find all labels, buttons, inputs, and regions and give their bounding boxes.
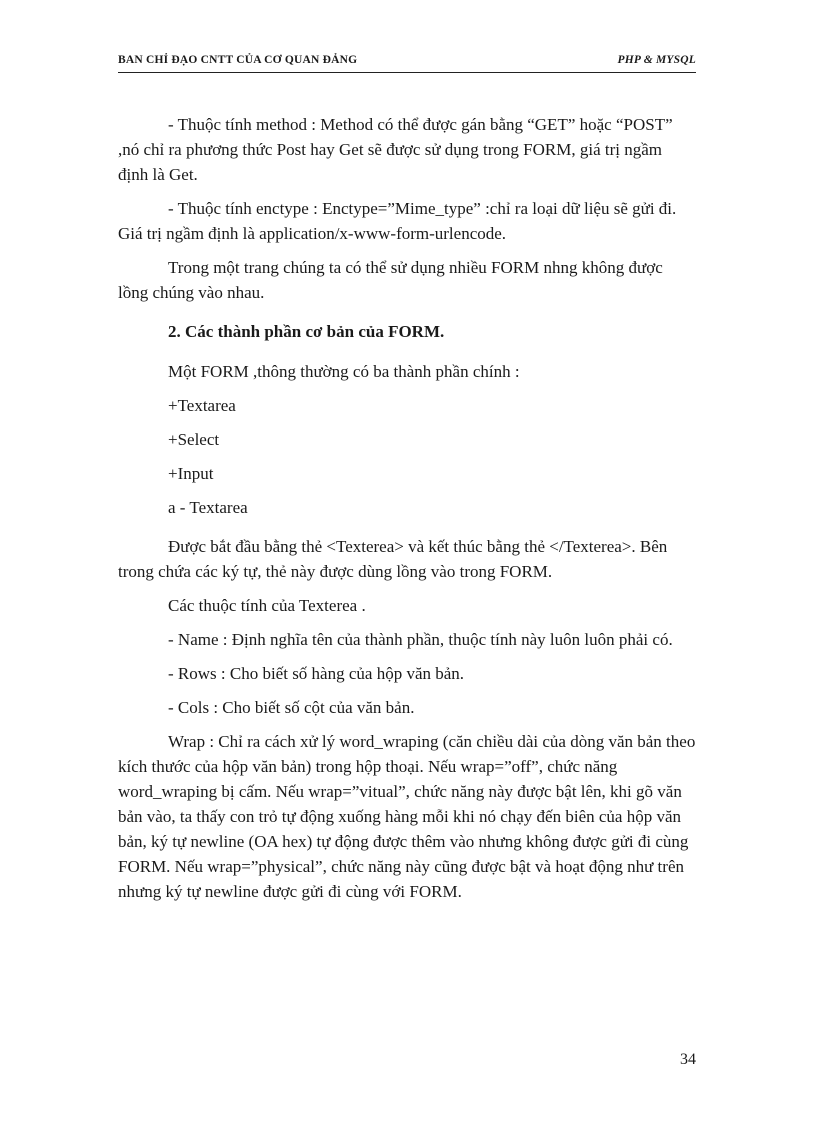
paragraph-rows-attr: - Rows : Cho biết số hàng của hộp văn bản. <box>168 664 465 683</box>
subheading-textarea: a - Textarea <box>168 498 248 517</box>
list-item-textarea: +Textarea <box>168 396 236 415</box>
paragraph-form-components: Một FORM ,thông thường có ba thành phần chính : <box>168 362 520 381</box>
list-item-input: +Input <box>168 464 214 483</box>
paragraph-enctype: - Thuộc tính enctype : Enctype=”Mime_type” :chỉ ra loại dữ liệu sẽ gửi đi. Giá trị ngầm định là application/x-www-form-urlencode. <box>118 199 677 243</box>
section-heading: 2. Các thành phần cơ bản của FORM. <box>168 322 445 341</box>
paragraph-wrap-attr: Wrap : Chỉ ra cách xử lý word_wraping (căn chiều dài của dòng văn bản theo kích thước của hộp văn bản) trong hộp thoại. Nếu wrap=”off”, chức năng word_wraping bị cấm. Nếu wrap=”vitual”, chức năng này được bật lên, khi gõ văn bản vào, ta thấy con trỏ tự động xuống hàng mỗi khi nó chạy đến biên của hộp văn bản, ký tự newline (OA hex) tự động được thêm vào nhưng không được gửi đi cùng FORM. Nếu wrap=”physical”, chức năng này cũng được bật và hoạt động như trên nhưng ký tự newline được gửi đi cùng với FORM. <box>118 732 696 901</box>
page-body <box>118 112 696 913</box>
list-item-select: +Select <box>168 430 220 449</box>
header-subject: PHP & MYSQL <box>617 54 696 66</box>
running-header <box>118 52 696 73</box>
paragraph-cols-attr: - Cols : Cho biết số cột của văn bản. <box>168 698 415 717</box>
paragraph-texterea-attributes: Các thuộc tính của Texterea . <box>168 596 366 615</box>
paragraph-multiple-forms: Trong một trang chúng ta có thể sử dụng nhiều FORM nhng không được lồng chúng vào nhau. <box>118 258 663 302</box>
paragraph-name-attr: - Name : Định nghĩa tên của thành phần, thuộc tính này luôn luôn phải có. <box>168 630 673 649</box>
page-number: 34 <box>680 1051 696 1068</box>
paragraph-texterea-tag: Được bắt đầu bằng thẻ <Texterea> và kết thúc bằng thẻ </Texterea>. Bên trong chứa các ký tự, thẻ này được dùng lồng vào trong FORM. <box>118 537 668 581</box>
paragraph-method: - Thuộc tính method : Method có thể được gán bằng “GET” hoặc “POST” ,nó chỉ ra phương thức Post hay Get sẽ được sử dụng trong FORM, giá trị ngầm định là Get. <box>118 115 673 184</box>
header-title: BAN CHỈ ĐẠO CNTT CỦA CƠ QUAN ĐẢNG <box>118 54 358 66</box>
